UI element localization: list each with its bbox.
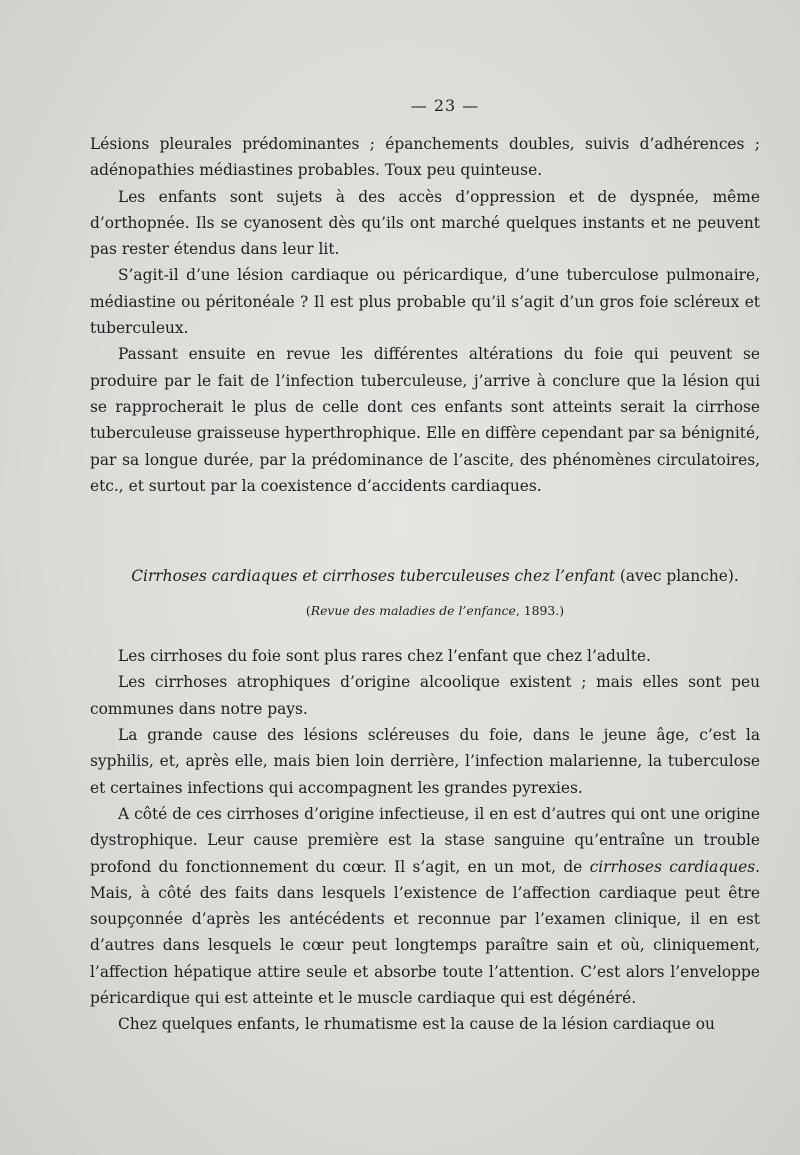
paragraph-italic-term: cirrhoses cardiaques. bbox=[589, 857, 761, 876]
article-title-italic: Cirrhoses cardiaques et cirrhoses tuberculeuses chez l’enfant bbox=[131, 567, 615, 586]
paragraph: Les cirrhoses atrophiques d’origine alcoolique existent ; mais elles sont peu communes dans notre pays. bbox=[90, 673, 760, 718]
paragraph: Chez quelques enfants, le rhumatisme est la cause de la lésion cardiaque ou bbox=[118, 1015, 715, 1034]
article-reference bbox=[90, 601, 760, 621]
ref-journal: Revue des maladies de l’enfance bbox=[310, 603, 516, 619]
paragraph bbox=[90, 801, 760, 1011]
document-page bbox=[90, 96, 760, 1038]
article-title-plain: (avec planche). bbox=[614, 567, 739, 586]
paragraph: Les cirrhoses du foie sont plus rares chez l’enfant que chez l’adulte. bbox=[118, 647, 651, 666]
paragraph: Lésions pleurales prédominantes ; épanchements doubles, suivis d’adhérences ; adénopathies médiastines probables. Toux peu quinteuse. bbox=[90, 135, 760, 180]
paragraph: La grande cause des lésions scléreuses du foie, dans le jeune âge, c’est la syphilis, et, après elle, mais bien loin derrière, l’infection malarienne, la tuberculose et certaines infections qui accompagnent les grandes pyrexies. bbox=[90, 726, 760, 797]
ref-open: ( bbox=[305, 603, 311, 619]
section-article-body bbox=[90, 643, 760, 1037]
page-number: — 23 — bbox=[410, 96, 480, 115]
article-title bbox=[90, 563, 760, 589]
paragraph: Les enfants sont sujets à des accès d’oppression et de dyspnée, même d’orthopnée. Ils se cyanosent dès qu’ils ont marché quelques instants et ne peuvent pas rester étendus dans leur lit. bbox=[90, 187, 760, 259]
paragraph-text: Mais, à côté des faits dans lesquels l’existence de l’affection cardiaque peut être soupçonnée d’après les antécédents et reconnue par l’examen clinique, il en est d’autres dans lesquels le cœur peut longtemps paraître sain et où, cliniquement, l’affection hépatique attire seule et absorbe toute l’attention. C’est alors l’enveloppe péricardique qui est atteinte et le muscle cardiaque qui est dégénéré. bbox=[90, 883, 760, 1008]
paragraph-text: A côté de ces cirrhoses d’origine infectieuse, il en est d’autres qui ont une origine dystrophique. Leur cause première est la stase sanguine qu’entraîne un trouble profond du fonctionnement du cœur. Il s’agit, en un mot, de bbox=[90, 804, 760, 876]
section-intro bbox=[90, 131, 760, 499]
ref-rest: , 1893.) bbox=[515, 603, 565, 619]
paragraph: S’agit-il d’une lésion cardiaque ou péricardique, d’une tuberculose pulmonaire, médiastine ou péritonéale ? Il est plus probable qu’il s’agit d’un gros foie scléreux et tuberculeux. bbox=[90, 266, 760, 338]
paragraph: Passant ensuite en revue les différentes altérations du foie qui peuvent se produire par le fait de l’infection tuberculeuse, j’arrive à conclure que la lésion qui se rapprocherait le plus de celle dont ces enfants sont atteints serait la cirrhose tuberculeuse graisseuse hyperthrophique. Elle en diffère cependant par sa bénignité, par sa longue durée, par la prédominance de l’ascite, des phénomènes circulatoires, etc., et surtout par la coexistence d’accidents cardiaques. bbox=[90, 345, 760, 495]
